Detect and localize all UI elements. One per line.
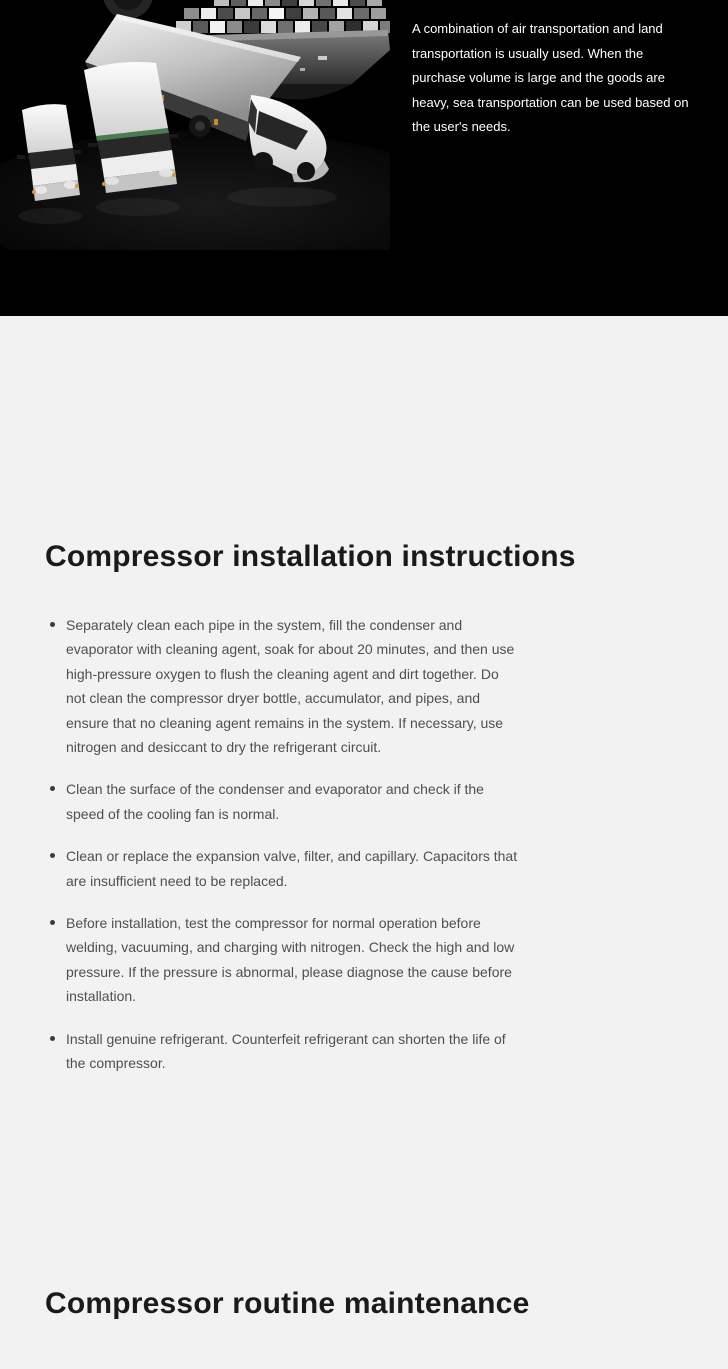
hero-section xyxy=(0,0,728,316)
small-van-roof xyxy=(22,104,73,154)
reflection xyxy=(227,187,337,207)
list-item: Before installation, test the compressor for normal operation before welding, vacuuming, and charging with nitrogen. Check the high and low pressure. If the pressure is abnormal, please diagnose the cause before installation. xyxy=(66,911,521,1009)
van-roof xyxy=(84,62,168,137)
list-item: Separately clean each pipe in the system, fill the condenser and evaporator with cleaning agent, soak for about 20 minutes, and then use high-pressure oxygen to flush the cleaning agent and dirt together. Do not clean the compressor dryer bottle, accumulator, and pipes, and ensure that no cleaning agent remains in the system. If necessary, use nitrogen and desiccant to dry the refrigerant circuit. xyxy=(66,613,521,759)
section-title-maintenance: Compressor routine maintenance xyxy=(45,1286,530,1320)
hero-paragraph: A combination of air transportation and land transportation is usually used. When the purchase volume is large and the goods are heavy, sea transportation can be used based on the user's needs. xyxy=(412,21,689,134)
section-title-installation: Compressor installation instructions xyxy=(45,540,576,573)
transport-fleet-image xyxy=(0,0,390,250)
list-item: Clean or replace the expansion valve, filter, and capillary. Capacitors that are insufficient need to be replaced. xyxy=(66,844,521,893)
list-item: Clean the surface of the condenser and evaporator and check if the speed of the cooling fan is normal. xyxy=(66,777,521,826)
installation-instructions-list xyxy=(45,613,521,1076)
reflection xyxy=(96,198,180,216)
list-item: Install genuine refrigerant. Counterfeit refrigerant can shorten the life of the compressor. xyxy=(66,1027,521,1076)
content-section xyxy=(0,316,728,1322)
reflection xyxy=(18,208,82,224)
